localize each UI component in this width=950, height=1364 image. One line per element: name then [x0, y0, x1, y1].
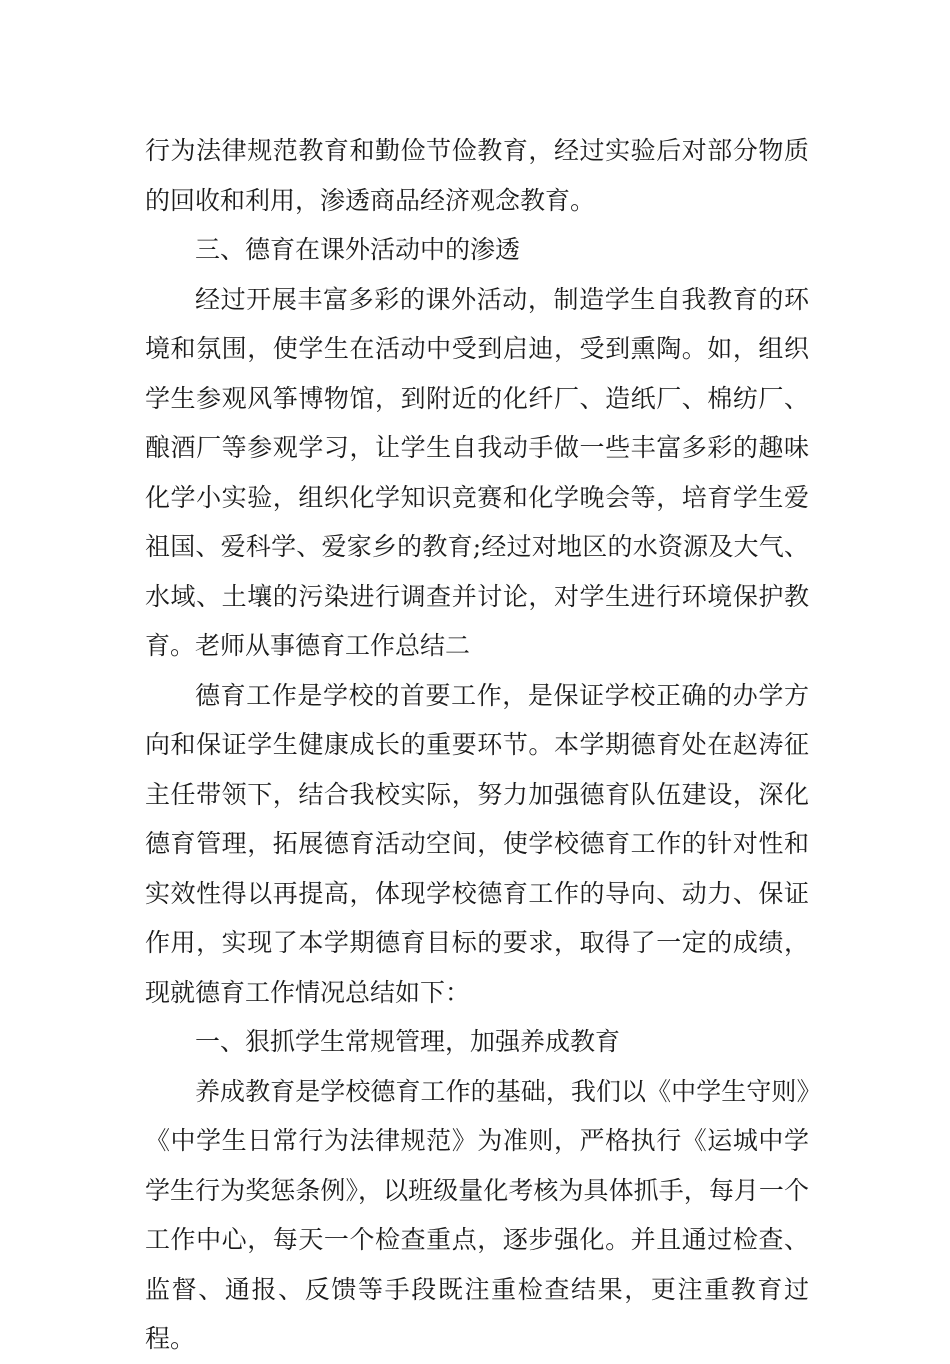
paragraph-continuation: 行为法律规范教育和勤俭节俭教育，经过实验后对部分物质的回收和利用，渗透商品经济观念教育。	[145, 136, 809, 215]
paragraph-habit-education: 养成教育是学校德育工作的基础，我们以《中学生守则》《中学生日常行为法律规范》为准则，严格执行《运城中学学生行为奖惩条例》，以班级量化考核为具体抓手，每月一个工作中心，每天一个检查重点，逐步强化。并且通过检查、监督、通报、反馈等手段既注重检查结果，更注重教育过程。	[145, 1076, 809, 1353]
section-heading-one: 一、狠抓学生常规管理，加强养成教育	[195, 1027, 621, 1056]
document-body	[145, 126, 809, 1364]
paragraph-moral-education-summary: 德育工作是学校的首要工作，是保证学校正确的办学方向和保证学生健康成长的重要环节。本学期德育处在赵涛征主任带领下，结合我校实际，努力加强德育队伍建设，深化德育管理，拓展德育活动空间，使学校德育工作的针对性和实效性得以再提高，体现学校德育工作的导向、动力、保证作用，实现了本学期德育目标的要求，取得了一定的成绩，现就德育工作情况总结如下：	[145, 680, 809, 1007]
section-heading-three: 三、德育在课外活动中的渗透	[195, 235, 521, 264]
paragraph-extracurricular: 经过开展丰富多彩的课外活动，制造学生自我教育的环境和氛围，使学生在活动中受到启迪，受到熏陶。如，组织学生参观风筝博物馆，到附近的化纤厂、造纸厂、棉纺厂、酿酒厂等参观学习，让学生自我动手做一些丰富多彩的趣味化学小实验，组织化学知识竞赛和化学晚会等，培育学生爱祖国、爱科学、爱家乡的教育;经过对地区的水资源及大气、水域、土壤的污染进行调查并讨论，对学生进行环境保护教育。老师从事德育工作总结二	[145, 284, 809, 660]
